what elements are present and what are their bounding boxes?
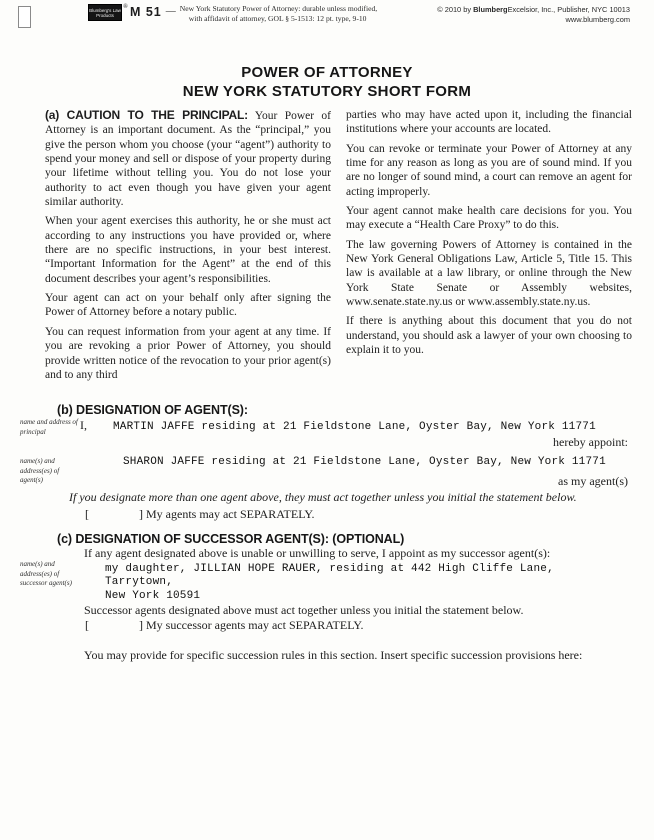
successor-name-value-line2: New York 10591: [105, 589, 201, 602]
agents-separately-label: ] My agents may act SEPARATELY.: [139, 506, 315, 521]
document-title-line2: NEW YORK STATUTORY SHORT FORM: [182, 83, 472, 100]
agents-together-note: If you designate more than one agent above, they must act together unless you initial the statement below.: [69, 490, 577, 505]
caution-paragraph: parties who may have acted upon it, including the financial institutions where your accounts are located.: [346, 109, 632, 136]
successor-separately-line: [85, 619, 654, 633]
principal-name-value: MARTIN JAFFE residing at 21 Fieldstone Lane, Oyster Bay, New York 11771: [113, 421, 596, 434]
corner-cut-box: [18, 6, 31, 28]
section-c-successor-agents: [0, 532, 654, 663]
copyright-brand: Blumberg: [473, 5, 508, 14]
section-a-lead-text: Your Power of Attorney is an important document. As the “principal,” you give the person whom you choose (your “agent”) authority to spend your money and sell or dispose of your property during your lifetime without telling you. You do not lose your authority to act even though you have given your agent similar authority.: [45, 110, 332, 209]
header-dash: —: [165, 6, 176, 17]
registered-trademark-icon: ®: [123, 3, 128, 10]
caution-paragraph: If there is anything about this document that you do not understand, you should ask a lawyer of your own choosing to explain it to you.: [346, 315, 632, 357]
caution-paragraph: Your agent can act on your behalf only after signing the Power of Attorney before a notary public.: [45, 292, 331, 319]
successor-separately-label: ] My successor agents may act SEPARATELY.: [139, 617, 364, 632]
form-number: M 51: [129, 5, 162, 19]
section-a-caution: [0, 101, 654, 387]
copyright-prefix: © 2010 by: [437, 5, 474, 14]
section-b-designation-of-agents: [0, 403, 654, 521]
caution-paragraph: You can request information from your agent at any time. If you are revoking a prior Power of Attorney, you should provide written notice of the revocation to your prior agent(s) and to any third: [45, 325, 331, 381]
principal-name-line: [80, 419, 628, 435]
caution-paragraph: When your agent exercises this authority, he or she must act according to any instructions you have provided or, where there are no specific instructions, in your best interest. “Important Information for the Agent” at the end of this document describes your agent’s responsibilities.: [45, 215, 331, 285]
caution-paragraph: Your agent cannot make health care decisions for you. You may execute a “Health Care Proxy” to do this.: [346, 205, 632, 232]
website-url: www.blumberg.com: [565, 14, 630, 24]
margin-note-successor: name(s) and address(es) of successor agent(s): [20, 560, 72, 588]
caution-paragraph: You can revoke or terminate your Power of Attorney at any time for any reason as long as you are of sound mind. If you are no longer of sound mind, a court can remove an agent for acting improperly.: [346, 142, 632, 198]
margin-note-agents: name(s) and address(es) of agent(s): [20, 457, 60, 485]
initials-bracket-open: [: [85, 506, 89, 521]
form-description-line1: New York Statutory Power of Attorney: durable unless modified,: [179, 4, 378, 13]
margin-note-principal: name and address of principal: [20, 418, 78, 436]
document-title: [0, 63, 654, 101]
blumberg-logo: Blumberg's Law Products: [88, 4, 122, 21]
initials-bracket-open: [: [85, 617, 89, 632]
agent-name-value: SHARON JAFFE residing at 21 Fieldstone Lane, Oyster Bay, New York 11771: [123, 455, 606, 468]
form-description: [180, 4, 377, 24]
copyright-notice: [437, 5, 630, 25]
section-c-heading: (c) DESIGNATION OF SUCCESSOR AGENT(S): (OPTIONAL): [57, 532, 405, 547]
copyright-line: [437, 5, 630, 15]
agents-separately-line: [85, 508, 654, 522]
copyright-suffix: Excelsior, Inc., Publisher, NYC 10013: [507, 5, 630, 14]
caution-left-column: [45, 108, 331, 387]
successor-intro-line: If any agent designated above is unable or unwilling to serve, I appoint as my successor agent(s):: [84, 546, 551, 561]
hereby-appoint-label: hereby appoint:: [553, 434, 628, 449]
succession-rules-note: You may provide for specific succession rules in this section. Insert specific succession provisions here:: [84, 648, 583, 663]
principal-intro: I,: [80, 418, 87, 433]
form-description-line2: with affidavit of attorney, GOL § 5-1513: 12 pt. type, 9-10: [188, 13, 367, 23]
brand-row: [88, 4, 377, 24]
as-my-agents-label: as my agent(s): [558, 474, 628, 489]
caution-right-column: [346, 108, 632, 387]
caution-paragraph: [45, 108, 331, 209]
document-title-line1: POWER OF ATTORNEY: [241, 64, 413, 81]
successor-name-value-line1: my daughter, JILLIAN HOPE RAUER, residing at 442 High Cliffe Lane, Tarrytown,: [105, 562, 554, 589]
successor-together-note: Successor agents designated above must act together unless you initial the statement below.: [84, 603, 524, 618]
section-b-heading: (b) DESIGNATION OF AGENT(S):: [57, 403, 248, 418]
form-header: [0, 0, 654, 58]
section-a-heading: (a) CAUTION TO THE PRINCIPAL:: [45, 108, 248, 122]
caution-paragraph: The law governing Powers of Attorney is contained in the New York General Obligations Law, Article 5, Title 15. This law is available at a law library, or online through the New York State Senate or Assembly websites, www.senate.state.ny.us or www.assembly.state.ny.us.: [346, 238, 632, 309]
